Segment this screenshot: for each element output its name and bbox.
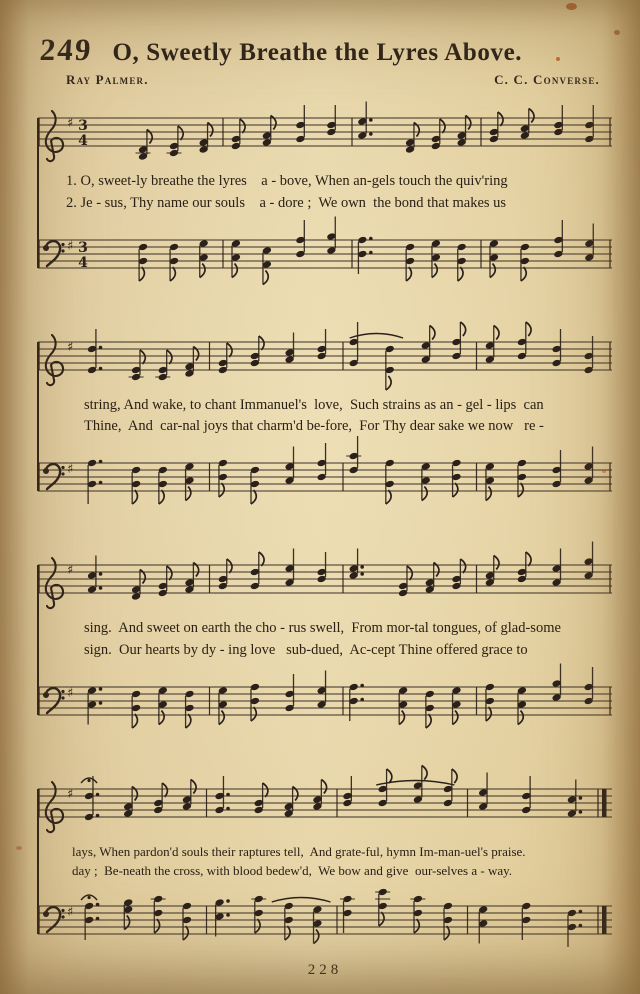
lyric-line: 1. O, sweet-ly breathe the lyres a - bove, When an-gels touch the quiv'ring xyxy=(66,173,508,189)
lyrics-block-4 xyxy=(38,839,612,884)
page-content xyxy=(38,0,612,979)
lyric-line: lays, When pardon'd souls their raptures tell, And grate-ful, hymn Im-man-uel's praise. xyxy=(72,843,526,859)
lyric-line: sign. Our hearts by dy - ing love sub-dued, Ac-cept Thine offered grace to xyxy=(84,641,528,658)
system-brace-line xyxy=(37,342,39,492)
treble-staff-3 xyxy=(38,543,612,615)
hymn-number: 249 xyxy=(38,32,94,67)
lyric-line: sing. And sweet on earth the cho - rus swell, From mor-tal tongues, of glad-some xyxy=(84,620,561,636)
lyric-line: day ; Be-neath the cross, with blood bedew'd, We bow and give our-selves a - way. xyxy=(72,863,513,878)
svg-text:3: 3 xyxy=(78,118,88,134)
bass-staff-3 xyxy=(38,665,612,737)
music-system-1 xyxy=(38,96,612,290)
attribution-row xyxy=(38,68,612,88)
svg-text:4: 4 xyxy=(78,133,88,149)
page-title: O, Sweetly Breathe the Lyres Above. xyxy=(112,39,523,66)
svg-text:♯: ♯ xyxy=(67,462,74,477)
treble-staff-1 xyxy=(38,96,612,168)
bass-staff-4 xyxy=(38,884,612,956)
treble-staff-4 xyxy=(38,767,612,839)
lyric-line: 2. Je - sus, Thy name our souls a - dore ; We own the bond that makes us xyxy=(66,194,507,211)
system-brace-line xyxy=(37,789,39,934)
svg-text:♯: ♯ xyxy=(67,685,74,701)
composer-name: C. C. Converse. xyxy=(494,72,600,87)
svg-text:4: 4 xyxy=(78,254,88,271)
foxing-speck xyxy=(614,30,620,35)
svg-text:♯: ♯ xyxy=(67,563,74,578)
bass-staff-1 xyxy=(38,218,612,290)
lyrics-block-3 xyxy=(38,615,612,665)
system-brace-line xyxy=(37,565,39,715)
svg-text:3: 3 xyxy=(78,239,88,256)
music-system-3 xyxy=(38,543,612,737)
lyrics-block-2 xyxy=(38,392,612,442)
bass-staff-2 xyxy=(38,441,612,513)
system-brace-line xyxy=(37,118,39,268)
music-system-2 xyxy=(38,320,612,514)
svg-text:♯: ♯ xyxy=(67,786,74,802)
svg-text:♯: ♯ xyxy=(67,904,74,920)
treble-staff-2 xyxy=(38,320,612,392)
svg-text:♯: ♯ xyxy=(67,238,74,254)
lyric-line: Thine, And car-nal joys that charm'd be-fore, For Thy dear sake we now re - xyxy=(84,418,544,435)
lyrics-block-1 xyxy=(38,168,612,218)
music-system-4 xyxy=(38,767,612,956)
svg-text:♯: ♯ xyxy=(67,339,74,355)
svg-text:♯: ♯ xyxy=(67,116,74,131)
title-row xyxy=(38,0,612,68)
author-name: Ray Palmer. xyxy=(66,72,149,87)
foxing-speck xyxy=(16,846,22,850)
page-number: 228 xyxy=(307,961,343,978)
lyric-line: string, And wake, to chant Immanuel's love, Such strains as an - gel - lips can xyxy=(84,396,544,413)
